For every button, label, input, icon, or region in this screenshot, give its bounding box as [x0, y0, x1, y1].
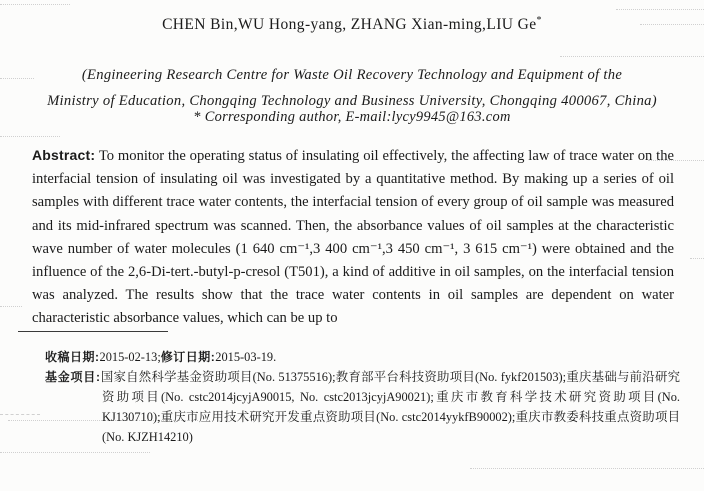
scan-artifact [0, 4, 70, 5]
scan-artifact [0, 136, 60, 137]
scan-artifact [0, 306, 22, 307]
affiliation-line-2: Ministry of Education, Chongqing Technology and Business University, Chongqing 400067, China) [47, 93, 657, 109]
affiliation-block [20, 62, 684, 114]
fund-project-label: 基金项目: [45, 370, 101, 384]
revised-date-label: 修订日期: [160, 350, 216, 364]
scan-artifact [470, 468, 704, 469]
abstract-label: Abstract: [32, 147, 96, 163]
fund-project-line [45, 367, 680, 447]
affiliation-line-1: (Engineering Research Centre for Waste Oil Recovery Technology and Equipment of the [81, 67, 623, 83]
scan-artifact [690, 258, 704, 259]
scan-artifact [616, 9, 704, 10]
footnote-separator-rule [18, 331, 168, 332]
scan-artifact [560, 56, 704, 57]
footnote-block [45, 347, 680, 447]
corresponding-author-line: * Corresponding author, E-mail:lycy9945@163.com [193, 109, 511, 125]
abstract-text: To monitor the operating status of insulating oil effectively, the affecting law of trace water on the interfacial tension of insulating oil was investigated by a quantitative method. By making up a series of oil samples with different trace water contents, the interfacial tension of every group of oil sample was measured and its mid-infrared spectrum was scanned. Then, the absorbance values of oil samples at the characteristic wave number of water molecules (1 640 cm⁻¹,3 400 cm⁻¹,3 450 cm⁻¹, 3 615 cm⁻¹) were obtained and the influence of the 2,6-Di-tert.-butyl-p-cresol (T501), a kind of additive in oil samples, on the interfacial tension was analyzed. The results show that the trace water contents in oil samples are dependent on water characteristic absorbance values, which can be up to [32, 148, 674, 327]
dates-line [45, 347, 680, 367]
abstract-paragraph [32, 144, 674, 331]
corresponding-author-mark: * [536, 15, 542, 26]
scan-artifact [0, 452, 150, 453]
revised-date-value: 2015-03-19. [215, 350, 277, 364]
author-names: CHEN Bin,WU Hong-yang, ZHANG Xian-ming,LIU Ge [162, 16, 537, 34]
received-date-label: 收稿日期: [45, 350, 100, 364]
fund-project-text: 国家自然科学基金资助项目(No. 51375516);教育部平台科技资助项目(No. fykf201503);重庆基础与前沿研究资助项目(No. cstc2014jcyjA90015, No. cstc2013jcyjA90021);重庆市教育科学技术研究资助项目(No. KJ130710);重庆市应用技术研究开发重点资助项目(No. cstc2014yykfB90002);重庆市教委科技重点资助项目(No. KJZH14210) [100, 370, 680, 444]
scan-artifact [0, 414, 40, 415]
received-date-value: 2015-02-13; [99, 350, 161, 364]
author-line [0, 15, 704, 34]
